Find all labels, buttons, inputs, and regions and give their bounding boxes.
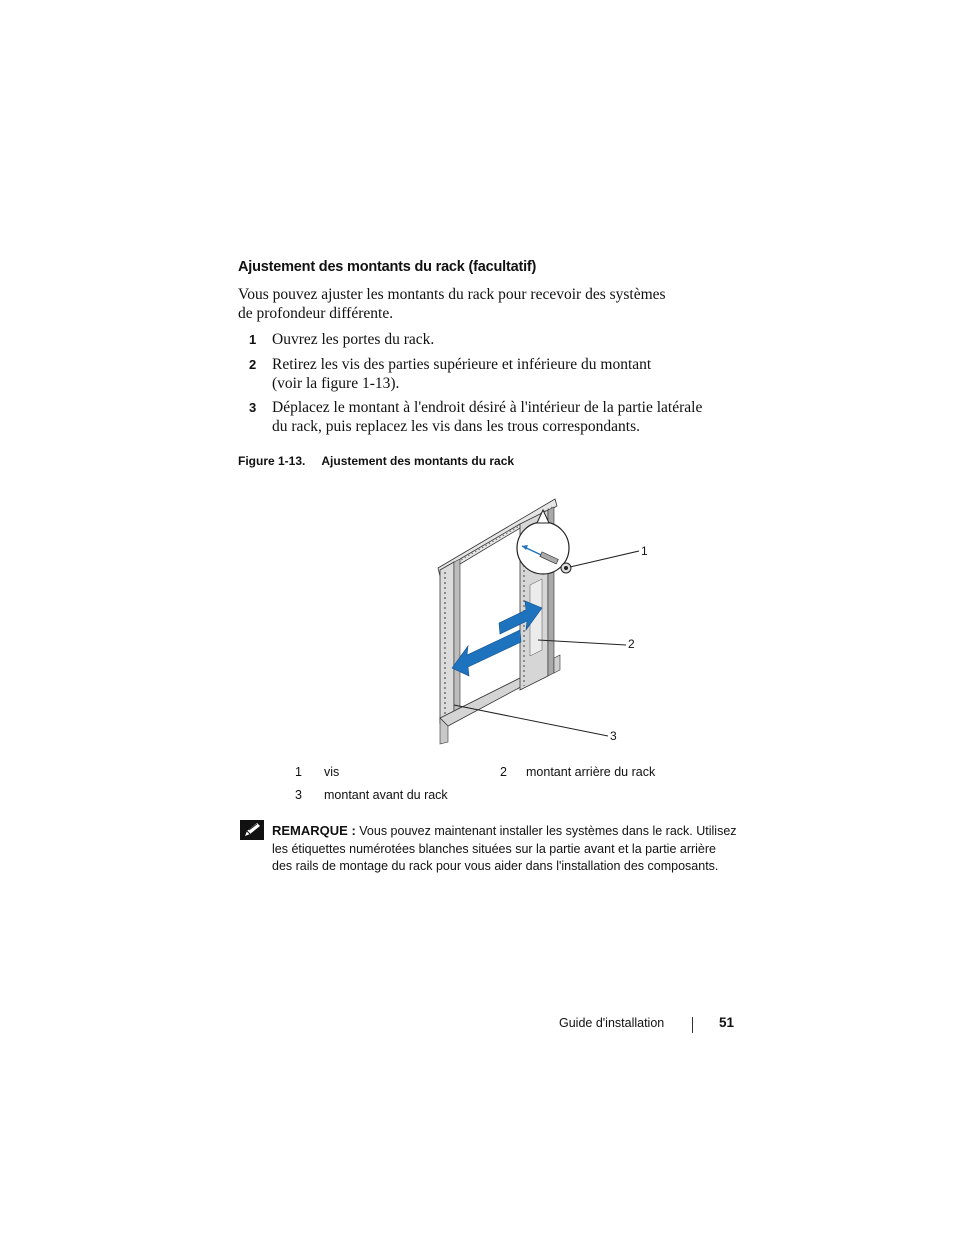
step-number: 1 [249,332,257,347]
legend-num-1: 1 [295,765,302,779]
callout-2: 2 [628,637,635,651]
note-text-line-3: des rails de montage du rack pour vous aider dans l'installation des composants. [272,859,719,873]
legend-label-1: vis [324,765,340,779]
step-text-line-1: Déplacez le montant à l'endroit désiré à l'intérieur de la partie latérale [272,399,703,416]
note-block [272,822,742,876]
intro-line-2: de profondeur différente. [238,305,394,322]
rack-post-illustration [420,490,660,750]
step-text-line-1: Ouvrez les portes du rack. [272,331,435,348]
step-number: 2 [249,357,257,372]
leader-line-1 [570,551,639,567]
footer-separator [692,1017,693,1033]
step-number: 3 [249,400,257,415]
step-text-line-1: Retirez les vis des parties supérieure et inférieure du montant [272,356,652,373]
callout-3: 3 [610,729,617,743]
leader-line-3 [454,705,608,736]
legend-num-2: 2 [500,765,507,779]
callout-1: 1 [641,544,648,558]
intro-line-1: Vous pouvez ajuster les montants du rack pour recevoir des systèmes [238,286,666,303]
intro-paragraph [238,285,698,323]
front-post [440,562,454,723]
arrow-forward-icon [452,630,521,676]
legend-label-2: montant arrière du rack [526,765,656,779]
section-heading: Ajustement des montants du rack (facultatif) [238,259,537,275]
legend-num-3: 3 [295,788,302,802]
figure-title: Ajustement des montants du rack [321,454,515,468]
note-text-line-2: les étiquettes numérotées blanches situées sur la partie avant et la partie arrière [272,841,716,856]
figure-caption [238,454,514,468]
note-label: REMARQUE : [272,823,356,838]
pencil-note-icon [240,820,264,840]
figure-number: Figure 1-13. [238,454,306,468]
legend-label-3: montant avant du rack [324,788,448,802]
note-text-line-1: Vous pouvez maintenant installer les systèmes dans le rack. Utilisez [359,824,737,838]
page-number: 51 [719,1015,735,1030]
step-text-line-2: du rack, puis replacez les vis dans les trous correspondants. [272,418,641,435]
step-text-line-2: (voir la figure 1-13). [272,375,400,392]
footer-title: Guide d'installation [559,1016,665,1030]
